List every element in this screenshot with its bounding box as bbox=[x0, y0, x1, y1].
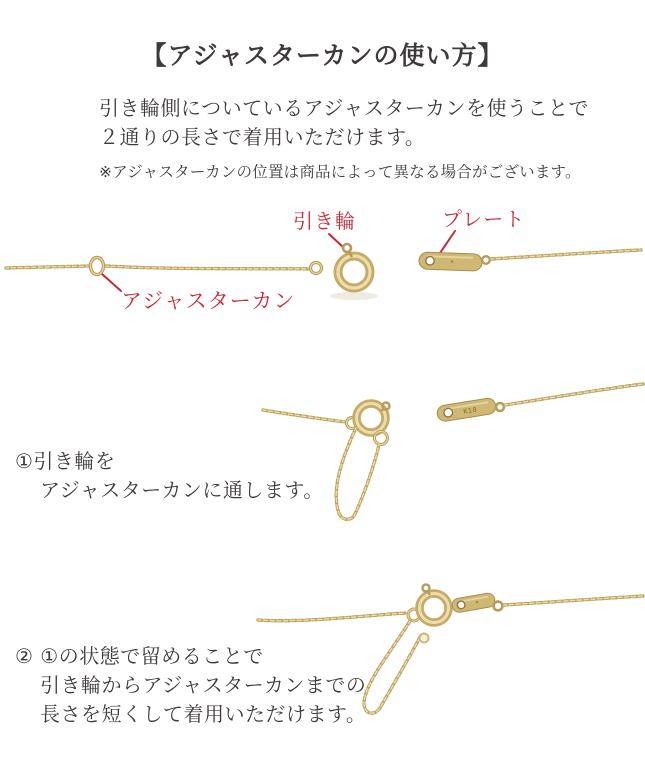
step1-line-2: アジャスターカンに通します。 bbox=[40, 478, 324, 502]
plate-tag bbox=[436, 397, 497, 422]
step2-text bbox=[15, 642, 366, 729]
step2-line-3: 長さを短くして着用いただけます。 bbox=[40, 702, 367, 726]
chain-left-segment bbox=[6, 266, 310, 269]
chain-right-segment bbox=[504, 596, 643, 605]
plate-connector-ring bbox=[494, 602, 503, 611]
clasp-shadow bbox=[330, 292, 378, 300]
intro-line-1: 引き輪側についているアジャスターカンを使うことで bbox=[99, 96, 589, 120]
connector-ring bbox=[311, 263, 322, 274]
spring-ring-clasp bbox=[420, 585, 449, 623]
sparkle-ring bbox=[420, 634, 429, 643]
page-title: 【アジャスターカンの使い方】 bbox=[141, 41, 504, 70]
plate-tag bbox=[451, 592, 496, 613]
intro-line-2: ２通りの長さで着用いただけます。 bbox=[99, 125, 426, 149]
label-plate: プレート bbox=[442, 207, 526, 231]
plate-connector-ring bbox=[496, 403, 504, 411]
intro-text bbox=[99, 94, 589, 182]
hanging-chain-loop bbox=[336, 428, 379, 519]
spring-ring-clasp bbox=[338, 244, 370, 288]
intro-note: ※アジャスターカンの位置は商品によって異なる場合がございます。 bbox=[99, 163, 581, 181]
label-adjuster: アジャスターカン bbox=[121, 289, 296, 313]
chain-left-segment bbox=[263, 410, 345, 422]
step2-line-2: 引き輪からアジャスターカンまでの bbox=[40, 673, 367, 697]
plate-connector-ring bbox=[482, 256, 490, 264]
pointer-line-adjuster bbox=[102, 274, 121, 291]
plate-tag bbox=[419, 252, 483, 271]
chain-left-segment bbox=[258, 613, 405, 621]
chain-right-segment bbox=[505, 384, 643, 405]
spring-ring-clasp bbox=[357, 403, 390, 433]
adjuster-ring bbox=[91, 258, 104, 275]
figure-overview-photo bbox=[0, 200, 645, 330]
step2-line-1: ② ①の状態で留めることで bbox=[15, 644, 264, 668]
step1-line-1: ①引き輪を bbox=[15, 449, 116, 473]
overview-illustration bbox=[0, 200, 645, 330]
pointer-line-clasp bbox=[329, 234, 343, 247]
label-clasp: 引き輪 bbox=[293, 209, 356, 233]
plate-stamp-text: K18 bbox=[462, 405, 478, 416]
chain-right-segment bbox=[491, 250, 641, 259]
hanging-chain-loop bbox=[364, 621, 420, 713]
step1-text bbox=[15, 447, 324, 505]
